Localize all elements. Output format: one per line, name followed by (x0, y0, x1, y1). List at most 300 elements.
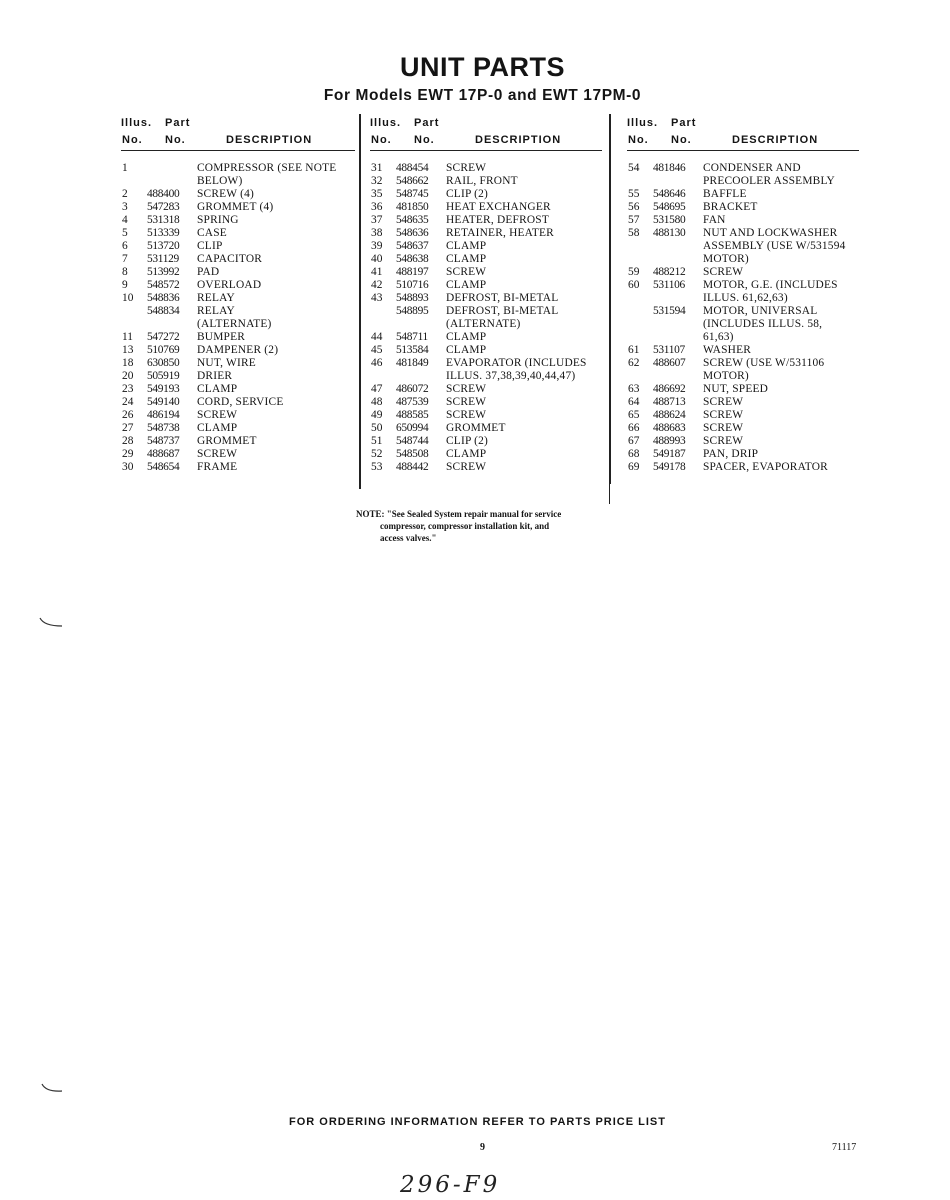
header-part: Part (165, 117, 191, 129)
table-row (627, 175, 859, 188)
illus-number: 52 (371, 448, 383, 460)
part-description: DAMPENER (2) (197, 344, 279, 356)
table-row (121, 422, 355, 435)
table-row (121, 448, 355, 461)
table-row (627, 396, 859, 409)
part-description: (ALTERNATE) (197, 318, 272, 330)
parts-rows (121, 151, 355, 474)
scan-mark (38, 616, 66, 630)
illus-number: 56 (628, 201, 640, 213)
illus-number: 46 (371, 357, 383, 369)
note-label: NOTE: (356, 509, 385, 519)
part-number: 488130 (653, 227, 686, 239)
part-description: CLAMP (446, 279, 487, 291)
part-description: EVAPORATOR (INCLUDES (446, 357, 587, 369)
table-row (370, 396, 602, 409)
part-description: GROMMET (446, 422, 506, 434)
note-line-2: compressor, compressor installation kit, and (380, 521, 550, 531)
part-description: SCREW (703, 422, 744, 434)
part-number: 549193 (147, 383, 180, 395)
table-row (627, 292, 859, 305)
part-number: 548895 (396, 305, 429, 317)
page-number: 9 (480, 1142, 485, 1153)
part-number: 481849 (396, 357, 429, 369)
table-row (121, 344, 355, 357)
part-number: 548662 (396, 175, 429, 187)
illus-number: 45 (371, 344, 383, 356)
part-number: 488687 (147, 448, 180, 460)
part-description: NUT, WIRE (197, 357, 256, 369)
illus-number: 64 (628, 396, 640, 408)
part-description: CLIP (2) (446, 188, 488, 200)
illus-number: 36 (371, 201, 383, 213)
table-row (627, 383, 859, 396)
part-description: COMPRESSOR (SEE NOTE (197, 162, 337, 174)
part-number: 488442 (396, 461, 429, 473)
table-row (370, 292, 602, 305)
table-row (121, 461, 355, 474)
part-number: 481846 (653, 162, 686, 174)
part-description: SCREW (446, 409, 487, 421)
illus-number: 20 (122, 370, 134, 382)
table-row (121, 214, 355, 227)
illus-number: 59 (628, 266, 640, 278)
part-description: SCREW (446, 461, 487, 473)
part-description: 61,63) (703, 331, 734, 343)
part-description: CLIP (2) (446, 435, 488, 447)
column-divider-tail (609, 484, 610, 504)
illus-number: 39 (371, 240, 383, 252)
illus-number: 50 (371, 422, 383, 434)
table-row (627, 162, 859, 175)
part-number: 548646 (653, 188, 686, 200)
part-number: 488607 (653, 357, 686, 369)
illus-number: 1 (122, 162, 128, 174)
part-description: CLAMP (446, 240, 487, 252)
part-number: 488212 (653, 266, 686, 278)
part-number: 531318 (147, 214, 180, 226)
illus-number: 11 (122, 331, 133, 343)
table-row (121, 331, 355, 344)
illus-number: 4 (122, 214, 128, 226)
header-illus: Illus. (121, 117, 153, 129)
illus-number: 27 (122, 422, 134, 434)
part-number: 513992 (147, 266, 180, 278)
table-row (627, 370, 859, 383)
table-row (370, 383, 602, 396)
table-row (121, 409, 355, 422)
header-part: Part (671, 117, 697, 129)
part-number: 548737 (147, 435, 180, 447)
part-description: CLAMP (197, 422, 238, 434)
illus-number: 49 (371, 409, 383, 421)
part-description: DRIER (197, 370, 233, 382)
table-row (627, 227, 859, 240)
illus-number: 3 (122, 201, 128, 213)
part-description: SCREW (USE W/531106 (703, 357, 825, 369)
table-row (121, 240, 355, 253)
part-number: 531107 (653, 344, 685, 356)
table-row (121, 292, 355, 305)
illus-number: 23 (122, 383, 134, 395)
illus-number: 55 (628, 188, 640, 200)
part-number: 505919 (147, 370, 180, 382)
part-description: ILLUS. 37,38,39,40,44,47) (446, 370, 576, 382)
part-number: 549187 (653, 448, 686, 460)
part-number: 548836 (147, 292, 180, 304)
table-row (370, 370, 602, 383)
part-description: MOTOR) (703, 253, 749, 265)
part-number: 488993 (653, 435, 686, 447)
table-row (627, 279, 859, 292)
illus-number: 62 (628, 357, 640, 369)
table-row (370, 162, 602, 175)
part-number: 548638 (396, 253, 429, 265)
illus-number: 28 (122, 435, 134, 447)
part-description: MOTOR, G.E. (INCLUDES (703, 279, 838, 291)
illus-number: 61 (628, 344, 640, 356)
illus-number: 10 (122, 292, 134, 304)
illus-number: 7 (122, 253, 128, 265)
illus-number: 2 (122, 188, 128, 200)
part-description: PAN, DRIP (703, 448, 759, 460)
column-header (627, 114, 859, 151)
part-description: SCREW (197, 409, 238, 421)
table-row (370, 461, 602, 474)
table-row (121, 435, 355, 448)
illus-number: 24 (122, 396, 134, 408)
part-number: 488400 (147, 188, 180, 200)
part-number: 531594 (653, 305, 686, 317)
table-row (627, 266, 859, 279)
part-number: 531580 (653, 214, 686, 226)
illus-number: 60 (628, 279, 640, 291)
part-description: RETAINER, HEATER (446, 227, 554, 239)
illus-number: 40 (371, 253, 383, 265)
illus-number: 29 (122, 448, 134, 460)
part-description: FAN (703, 214, 726, 226)
parts-rows (370, 151, 602, 474)
part-description: SCREW (446, 162, 487, 174)
table-row (370, 435, 602, 448)
table-row (370, 227, 602, 240)
illus-number: 41 (371, 266, 383, 278)
part-number: 513720 (147, 240, 180, 252)
part-description: RELAY (197, 305, 235, 317)
table-row (370, 344, 602, 357)
table-row (121, 253, 355, 266)
table-row (370, 253, 602, 266)
table-row (627, 448, 859, 461)
note-line-3: access valves." (380, 533, 437, 543)
part-number: 548654 (147, 461, 180, 473)
table-row (627, 331, 859, 344)
table-row (121, 188, 355, 201)
part-number: 548745 (396, 188, 429, 200)
part-number: 488713 (653, 396, 686, 408)
table-row (627, 305, 859, 318)
table-row (370, 409, 602, 422)
illus-number: 48 (371, 396, 383, 408)
part-number: 488454 (396, 162, 429, 174)
illus-number: 42 (371, 279, 383, 291)
header-illus-no: No. (628, 134, 649, 146)
part-number: 486692 (653, 383, 686, 395)
table-row (370, 175, 602, 188)
column-divider (359, 114, 361, 489)
illus-number: 35 (371, 188, 383, 200)
table-row (370, 201, 602, 214)
table-row (627, 409, 859, 422)
scan-mark (40, 1082, 66, 1096)
part-number: 488585 (396, 409, 429, 421)
illus-number: 66 (628, 422, 640, 434)
table-row (121, 357, 355, 370)
part-description: BUMPER (197, 331, 246, 343)
illus-number: 32 (371, 175, 383, 187)
part-number: 549178 (653, 461, 686, 473)
part-number: 488624 (653, 409, 686, 421)
part-description: GROMMET (197, 435, 257, 447)
part-description: HEAT EXCHANGER (446, 201, 551, 213)
illus-number: 9 (122, 279, 128, 291)
parts-rows (627, 151, 859, 474)
table-row (370, 266, 602, 279)
part-number: 513339 (147, 227, 180, 239)
illus-number: 47 (371, 383, 383, 395)
part-description: DEFROST, BI-METAL (446, 292, 559, 304)
illus-number: 38 (371, 227, 383, 239)
table-row (370, 279, 602, 292)
part-description: CONDENSER AND (703, 162, 801, 174)
part-description: PRECOOLER ASSEMBLY (703, 175, 835, 187)
illus-number: 44 (371, 331, 383, 343)
part-description: CLAMP (197, 383, 238, 395)
header-part-no: No. (165, 134, 186, 146)
ordering-info: FOR ORDERING INFORMATION REFER TO PARTS PRICE LIST (289, 1116, 666, 1128)
table-row (627, 318, 859, 331)
table-row (370, 240, 602, 253)
table-row (121, 279, 355, 292)
illus-number: 65 (628, 409, 640, 421)
illus-number: 13 (122, 344, 134, 356)
part-description: ILLUS. 61,62,63) (703, 292, 788, 304)
part-number: 547283 (147, 201, 180, 213)
part-description: HEATER, DEFROST (446, 214, 549, 226)
part-description: SCREW (446, 396, 487, 408)
header-part: Part (414, 117, 440, 129)
table-row (627, 461, 859, 474)
table-row (121, 383, 355, 396)
illus-number: 31 (371, 162, 383, 174)
illus-number: 54 (628, 162, 640, 174)
part-description: NUT AND LOCKWASHER (703, 227, 838, 239)
table-row (121, 396, 355, 409)
part-description: SPRING (197, 214, 239, 226)
part-number: 548738 (147, 422, 180, 434)
table-row (627, 240, 859, 253)
part-description: WASHER (703, 344, 752, 356)
table-row (370, 357, 602, 370)
part-description: CLAMP (446, 253, 487, 265)
part-number: 531106 (653, 279, 685, 291)
part-description: (ALTERNATE) (446, 318, 521, 330)
part-description: BAFFLE (703, 188, 747, 200)
table-row (370, 422, 602, 435)
table-row (121, 318, 355, 331)
table-row (121, 175, 355, 188)
table-row (370, 318, 602, 331)
part-description: BRACKET (703, 201, 758, 213)
part-number: 488197 (396, 266, 429, 278)
document-code: 71117 (832, 1142, 857, 1153)
header-part-no: No. (414, 134, 435, 146)
part-description: SCREW (197, 448, 238, 460)
part-number: 548636 (396, 227, 429, 239)
part-description: SCREW (703, 396, 744, 408)
header-description: DESCRIPTION (226, 134, 313, 146)
part-description: SCREW (703, 409, 744, 421)
part-number: 486072 (396, 383, 429, 395)
illus-number: 5 (122, 227, 128, 239)
column-header (370, 114, 602, 151)
part-description: BELOW) (197, 175, 243, 187)
part-description: SCREW (703, 266, 744, 278)
part-number: 531129 (147, 253, 179, 265)
part-number: 487539 (396, 396, 429, 408)
illus-number: 6 (122, 240, 128, 252)
part-description: CLAMP (446, 331, 487, 343)
part-description: ASSEMBLY (USE W/531594 (703, 240, 846, 252)
table-row (627, 357, 859, 370)
handwritten-annotation: 296-F9 (400, 1172, 501, 1198)
illus-number: 37 (371, 214, 383, 226)
part-description: CASE (197, 227, 227, 239)
illus-number: 68 (628, 448, 640, 460)
illus-number: 69 (628, 461, 640, 473)
part-description: MOTOR, UNIVERSAL (703, 305, 818, 317)
part-description: SCREW (703, 435, 744, 447)
part-number: 547272 (147, 331, 180, 343)
table-row (370, 331, 602, 344)
illus-number: 43 (371, 292, 383, 304)
column-header (121, 114, 355, 151)
table-row (627, 435, 859, 448)
header-illus-no: No. (122, 134, 143, 146)
illus-number: 67 (628, 435, 640, 447)
column-divider (609, 114, 611, 484)
table-row (627, 214, 859, 227)
part-description: CAPACITOR (197, 253, 263, 265)
part-number: 630850 (147, 357, 180, 369)
part-description: RAIL, FRONT (446, 175, 518, 187)
illus-number: 51 (371, 435, 383, 447)
part-number: 486194 (147, 409, 180, 421)
part-description: SCREW (446, 383, 487, 395)
parts-column-1 (121, 114, 355, 474)
part-description: FRAME (197, 461, 238, 473)
illus-number: 18 (122, 357, 134, 369)
part-number: 510769 (147, 344, 180, 356)
header-description: DESCRIPTION (475, 134, 562, 146)
page-title: UNIT PARTS (400, 52, 565, 82)
table-row (370, 305, 602, 318)
part-description: NUT, SPEED (703, 383, 769, 395)
parts-column-2 (370, 114, 602, 474)
part-description: OVERLOAD (197, 279, 262, 291)
part-description: CLAMP (446, 448, 487, 460)
part-number: 510716 (396, 279, 429, 291)
part-number: 548508 (396, 448, 429, 460)
part-description: RELAY (197, 292, 235, 304)
sealed-system-note (356, 508, 636, 544)
page-subtitle: For Models EWT 17P-0 and EWT 17PM-0 (323, 87, 642, 104)
part-number: 549140 (147, 396, 180, 408)
part-number: 548711 (396, 331, 428, 343)
part-number: 481850 (396, 201, 429, 213)
part-number: 513584 (396, 344, 429, 356)
part-description: PAD (197, 266, 220, 278)
part-description: SCREW (446, 266, 487, 278)
illus-number: 53 (371, 461, 383, 473)
table-row (121, 201, 355, 214)
part-description: DEFROST, BI-METAL (446, 305, 559, 317)
part-number: 548572 (147, 279, 180, 291)
part-description: CORD, SERVICE (197, 396, 284, 408)
illus-number: 26 (122, 409, 134, 421)
part-description: SPACER, EVAPORATOR (703, 461, 828, 473)
note-line-1: "See Sealed System repair manual for service (386, 509, 562, 519)
illus-number: 30 (122, 461, 134, 473)
illus-number: 63 (628, 383, 640, 395)
table-row (121, 266, 355, 279)
part-number: 548637 (396, 240, 429, 252)
table-row (370, 214, 602, 227)
table-row (627, 188, 859, 201)
part-number: 548893 (396, 292, 429, 304)
table-row (370, 448, 602, 461)
table-row (370, 188, 602, 201)
header-part-no: No. (671, 134, 692, 146)
part-number: 548695 (653, 201, 686, 213)
part-number: 548834 (147, 305, 180, 317)
header-illus-no: No. (371, 134, 392, 146)
part-number: 548635 (396, 214, 429, 226)
illus-number: 57 (628, 214, 640, 226)
table-row (627, 253, 859, 266)
table-row (627, 344, 859, 357)
part-description: GROMMET (4) (197, 201, 274, 213)
illus-number: 58 (628, 227, 640, 239)
part-number: 650994 (396, 422, 429, 434)
table-row (121, 227, 355, 240)
part-description: CLAMP (446, 344, 487, 356)
part-number: 488683 (653, 422, 686, 434)
table-row (627, 201, 859, 214)
part-number: 548744 (396, 435, 429, 447)
header-description: DESCRIPTION (732, 134, 819, 146)
part-description: MOTOR) (703, 370, 749, 382)
table-row (121, 305, 355, 318)
part-description: (INCLUDES ILLUS. 58, (703, 318, 823, 330)
illus-number: 8 (122, 266, 128, 278)
table-row (121, 370, 355, 383)
header-illus: Illus. (370, 117, 402, 129)
part-description: CLIP (197, 240, 223, 252)
parts-column-3 (627, 114, 859, 474)
table-row (121, 162, 355, 175)
header-illus: Illus. (627, 117, 659, 129)
